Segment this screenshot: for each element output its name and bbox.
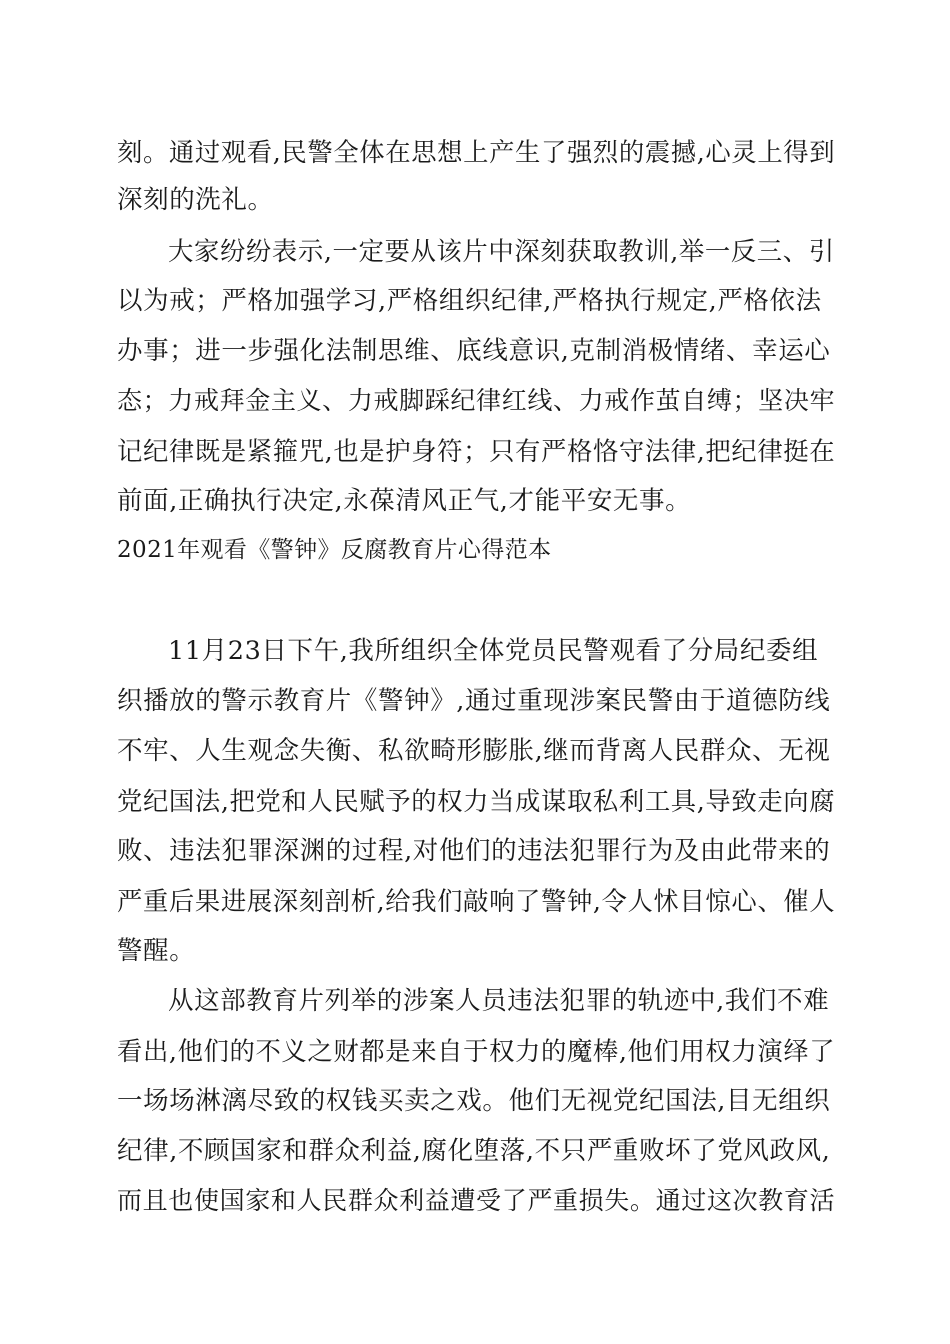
paragraph-line: 织播放的警示教育片《警钟》,通过重现涉案民警由于道德防线 xyxy=(117,686,831,716)
paragraph-line: 以为戒；严格加强学习,严格组织纪律,严格执行规定,严格依法 xyxy=(117,286,822,316)
paragraph-line: 刻。通过观看,民警全体在思想上产生了强烈的震撼,心灵上得到 xyxy=(117,137,836,167)
paragraph-line: 前面,正确执行决定,永葆清风正气,才能平安无事。 xyxy=(117,486,692,516)
paragraph-line: 一场场淋漓尽致的权钱买卖之戏。他们无视党纪国法,目无组织 xyxy=(117,1086,831,1116)
paragraph-line: 看出,他们的不义之财都是来自于权力的魔棒,他们用权力演绎了 xyxy=(117,1036,836,1066)
paragraph-line: 记纪律既是紧箍咒,也是护身符；只有严格恪守法律,把纪律挺在 xyxy=(117,436,836,466)
paragraph-line: 党纪国法,把党和人民赋予的权力当成谋取私利工具,导致走向腐 xyxy=(117,786,836,816)
section-heading: 2021年观看《警钟》反腐教育片心得范本 xyxy=(117,537,552,563)
paragraph-line: 严重后果进展深刻剖析,给我们敲响了警钟,令人怵目惊心、催人 xyxy=(117,886,836,916)
paragraph-line: 不牢、人生观念失衡、私欲畸形膨胀,继而背离人民群众、无视 xyxy=(117,736,831,766)
paragraph-line: 11月23日下午,我所组织全体党员民警观看了分局纪委组 xyxy=(168,636,819,666)
paragraph-line: 办事；进一步强化法制思维、底线意识,克制消极情绪、幸运心 xyxy=(117,336,831,366)
paragraph-line: 态；力戒拜金主义、力戒脚踩纪律红线、力戒作茧自缚；坚决牢 xyxy=(117,386,836,415)
paragraph-line: 深刻的洗礼。 xyxy=(117,185,274,215)
paragraph-line: 大家纷纷表示,一定要从该片中深刻获取教训,举一反三、引 xyxy=(168,236,835,266)
paragraph-line: 而且也使国家和人民群众利益遭受了严重损失。通过这次教育活 xyxy=(117,1186,836,1215)
paragraph-line: 警醒。 xyxy=(117,936,196,966)
paragraph-line: 败、违法犯罪深渊的过程,对他们的违法犯罪行为及由此带来的 xyxy=(117,836,831,866)
paragraph-line: 从这部教育片列举的涉案人员违法犯罪的轨迹中,我们不难 xyxy=(168,986,830,1016)
paragraph-line: 纪律,不顾国家和群众利益,腐化堕落,不只严重败坏了党风政风, xyxy=(117,1136,831,1166)
